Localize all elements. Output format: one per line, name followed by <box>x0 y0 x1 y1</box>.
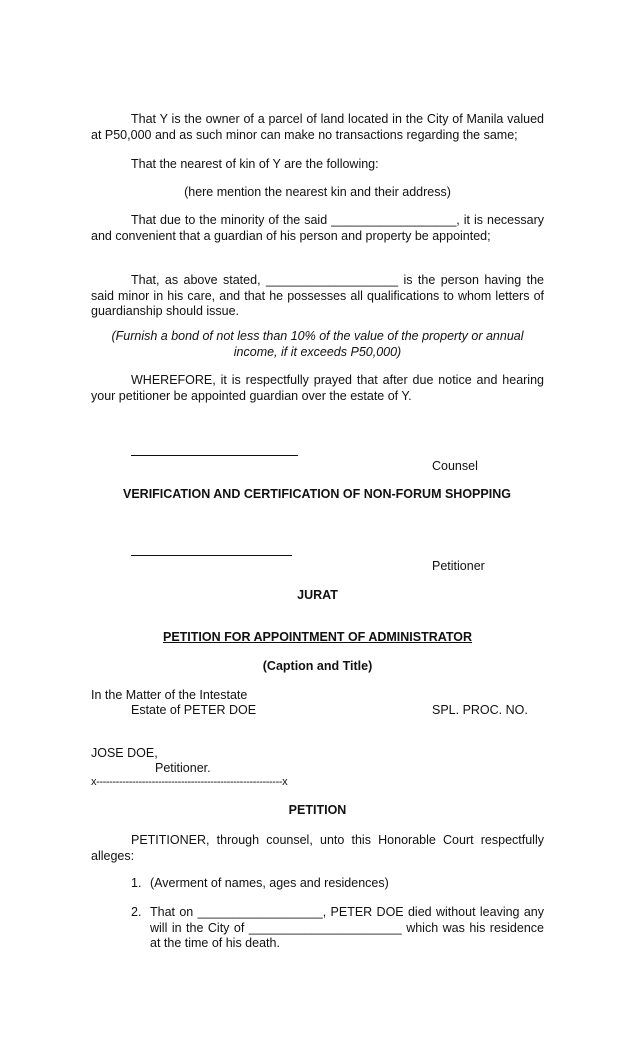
paragraph-allegations: PETITIONER, through counsel, unto this Honorable Court respectfully alleges: <box>91 833 544 863</box>
caption-separator: x---------------------------------------------------------x <box>91 776 288 788</box>
list-item-number-2: 2. <box>131 905 142 919</box>
bond-instruction-line1: (Furnish a bond of not less than 10% of the value of the property or annual <box>111 329 524 343</box>
counsel-label: Counsel <box>432 459 478 473</box>
paragraph-minority: That due to the minority of the said __________________, it is necessary and convenient that a guardian of his person and property be appointed; <box>91 213 544 243</box>
petition-heading: PETITION <box>288 803 347 817</box>
petitioner-name: JOSE DOE, <box>91 746 158 760</box>
matter-line-2: Estate of PETER DOE <box>131 703 257 717</box>
paragraph-wherefore: WHEREFORE, it is respectfully prayed that after due notice and hearing your petitioner be appointed guardian over the estate of Y. <box>91 373 544 403</box>
instruction-mention-kin: (here mention the nearest kin and their address) <box>184 185 451 199</box>
verification-heading: VERIFICATION AND CERTIFICATION OF NON-FORUM SHOPPING <box>123 487 511 501</box>
paragraph-ownership: That Y is the owner of a parcel of land located in the City of Manila valued at P50,000 and as such minor can make no transactions regarding the same; <box>91 112 544 142</box>
list-item-death: That on __________________, PETER DOE died without leaving any will in the City of ______________________ which was his residence at the time of his death. <box>150 905 544 950</box>
matter-line-1: In the Matter of the Intestate <box>91 688 248 702</box>
spl-proc-number: SPL. PROC. NO. <box>432 703 528 717</box>
petitioner-signature-label: Petitioner <box>432 559 485 573</box>
petitioner-role: Petitioner. <box>155 761 211 775</box>
paragraph-custody: That, as above stated, ___________________ is the person having the said minor in his care, and that he possesses all qualifications to whom letters of guardianship should issue. <box>91 273 544 318</box>
list-item-number-1: 1. <box>131 876 142 890</box>
petitioner-signature-line <box>131 555 292 556</box>
jurat-heading: JURAT <box>297 588 338 602</box>
counsel-signature-line <box>131 455 298 456</box>
caption-and-title: (Caption and Title) <box>262 659 373 673</box>
petition-title: PETITION FOR APPOINTMENT OF ADMINISTRATOR <box>163 630 473 644</box>
paragraph-nearest-kin: That the nearest of kin of Y are the following: <box>131 157 379 171</box>
list-item-averment: (Averment of names, ages and residences) <box>150 876 389 890</box>
bond-instruction-line2: income, if it exceeds P50,000) <box>233 345 402 359</box>
